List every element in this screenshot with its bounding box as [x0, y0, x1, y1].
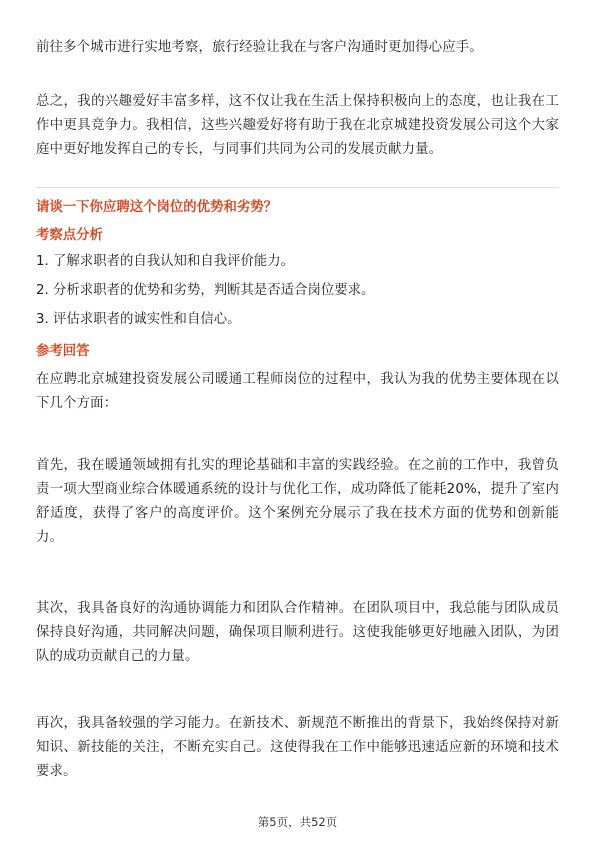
answer-paragraph	[36, 368, 559, 416]
analysis-item	[36, 281, 559, 301]
analysis-section	[36, 226, 559, 246]
question-heading	[36, 198, 559, 218]
paragraph-text: 其次，我具备良好的沟通协调能力和团队合作精神。在团队项目中，我总能与团队成员保持良好沟通，共同解决问题，确保项目顺利进行。这使我能够更好地融入团队，为团队的成功贡献自己的力量。	[36, 601, 559, 664]
answer-label: 参考回答	[36, 344, 90, 359]
analysis-item-text: 2. 分析求职者的优势和劣势，判断其是否适合岗位要求。	[36, 283, 375, 298]
document-page	[36, 0, 559, 842]
analysis-label: 考察点分析	[36, 228, 103, 243]
paragraph-text: 前往多个城市进行实地考察，旅行经验让我在与客户沟通时更加得心应手。	[36, 40, 483, 55]
paragraph-travel	[36, 36, 559, 60]
page-number: 第5页，共52页	[257, 815, 338, 829]
paragraph-text: 再次，我具备较强的学习能力。在新技术、新规范不断推出的背景下，我始终保持对新知识、新技能的关注，不断充实自己。这使得我在工作中能够迅速适应新的环境和技术要求。	[36, 716, 559, 779]
page-footer	[0, 814, 595, 830]
section-divider	[36, 187, 559, 188]
paragraph-text: 总之，我的兴趣爱好丰富多样，这不仅让我在生活上保持积极向上的态度，也让我在工作中更具竞争力。我相信，这些兴趣爱好将有助于我在北京城建投资发展公司这个大家庭中更好地发挥自己的专长，与同事们共同为公司的发展贡献力量。	[36, 94, 559, 157]
analysis-item	[36, 310, 559, 330]
paragraph-text: 首先，我在暖通领域拥有扎实的理论基础和丰富的实践经验。在之前的工作中，我曾负责一项大型商业综合体暖通系统的设计与优化工作，成功降低了能耗20%，提升了室内舒适度，获得了客户的高度评价。这个案例充分展示了我在技术方面的优势和创新能力。	[36, 458, 559, 545]
question-text: 请谈一下你应聘这个岗位的优势和劣势？	[36, 200, 278, 215]
paragraph-summary	[36, 90, 559, 162]
analysis-item	[36, 252, 559, 272]
analysis-item-text: 3. 评估求职者的诚实性和自信心。	[36, 312, 241, 327]
answer-paragraph	[36, 454, 559, 550]
analysis-item-text: 1. 了解求职者的自我认知和自我评价能力。	[36, 254, 295, 269]
answer-paragraph	[36, 712, 559, 784]
paragraph-text: 在应聘北京城建投资发展公司暖通工程师岗位的过程中，我认为我的优势主要体现在以下几个方面：	[36, 372, 559, 411]
answer-paragraph	[36, 597, 559, 669]
answer-section	[36, 342, 559, 362]
